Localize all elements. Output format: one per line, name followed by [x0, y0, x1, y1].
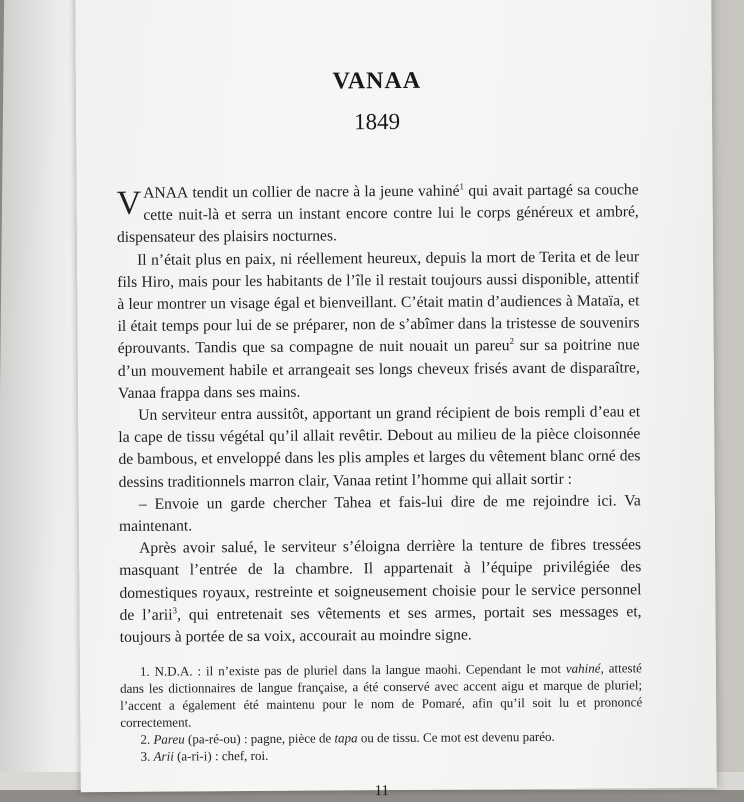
paragraph-1-text-b: qui avait partagé sa couche cette nuit-là et serra un instant encore contre lui le corps généreux et ambré, dispensateur des plaisirs nocturnes. — [116, 181, 639, 247]
footnote-3-text-b: (a-ri-i) : chef, roi. — [173, 748, 269, 764]
paragraph-2-text-b: sur sa poitrine nue d’un mouvement habile et arrangeait ses longs cheveux frisés avant de disparaître, Vanaa frappa dans ses mains. — [117, 336, 640, 402]
chapter-title: VANAA — [332, 67, 422, 95]
footnote-1-text-b: , attesté dans les dictionnaires de langue française, a été conservé avec accent aigu et marque de pluriel; l’accent a également été maintenu pour le nom de Pomaré, afin qu’il soit lu et prononcé correctement. — [120, 660, 643, 731]
note-ref-1: 1 — [459, 181, 465, 192]
chapter-year: 1849 — [354, 108, 401, 135]
paragraph-1-text-a: tendit un collier de nacre à la jeune vahiné — [188, 182, 460, 202]
footnote-2-text-c: ou de tissu. Ce mot est devenu paréo. — [357, 729, 555, 746]
page-content — [116, 66, 643, 802]
footnote-2-text-b: (pa-ré-ou) : pagne, pièce de — [184, 730, 335, 747]
note-ref-3: 3 — [172, 605, 178, 616]
footnote-3 — [120, 745, 642, 766]
paragraph-4-dialogue: – Envoie un garde chercher Tahea et fais-lui dire de me rejoindre ici. Va maintenant. — [118, 492, 641, 535]
show-through-text — [555, 6, 705, 29]
paragraph-1 — [117, 179, 639, 249]
footnote-1 — [120, 660, 642, 732]
paragraph-5-text-a: Après avoir salué, le serviteur s’éloigna derrière la tenture de fibres tressées masquant l’entrée de la chambre. Il appartenait à l’équipe privilégiée des domestiques royaux, restreinte et soigneusement choisie pour le service personnel de l’arii — [119, 536, 642, 624]
paragraph-5 — [119, 535, 642, 650]
page-number: 11 — [374, 783, 390, 800]
body-text — [117, 179, 642, 649]
paragraph-2 — [117, 246, 640, 405]
footnote-1-italic: vahiné — [565, 660, 601, 677]
footnote-3-text-a: 3. — [140, 748, 154, 765]
footnote-2-text-a: 2. — [140, 731, 154, 748]
paragraph-3: Un serviteur entra aussitôt, apportant un grand récipient de bois rempli d’eau et la cape de tissu végétal qu’il allait revêtir. Debout au milieu de la pièce cloisonnée de bambous, et enveloppé dans les plis amples et larges du vêtement blanc orné des dessins traditionnels marron clair, Vanaa retint l’homme qui allait sortir : — [118, 403, 641, 491]
drop-cap: V — [116, 184, 142, 222]
footnote-3-italic: Arii — [153, 748, 174, 764]
footnote-2-italic-2: tapa — [334, 730, 358, 746]
book-page — [75, 0, 717, 800]
paragraph-2-text-a: Il n’était plus en paix, ni réellement heureux, depuis la mort de Terita et de leur fils Hiro, mais pour les habitants de l’île il restait toujours aussi disponible, attentif à leur montrer un visage égal et bienveillant. C’était matin d’audiences à Mataïa, et il était temps pour lui de se préparer, non de s’abîmer dans la tristesse de souvenirs éprouvants. Tandis que sa compagne de nuit nouait un pareu — [117, 247, 640, 358]
note-ref-2: 2 — [509, 336, 515, 347]
opening-small-caps: ANAA — [143, 184, 189, 202]
footnotes — [120, 660, 643, 766]
footnote-1-text-a: 1. N.D.A. : il n’existe pas de pluriel dans la langue maohi. Cependant le mot — [139, 661, 566, 680]
footnote-2-italic: Pareu — [153, 731, 185, 747]
paragraph-5-text-b: , qui entretenait ses vêtements et ses armes, portait ses messages et, toujours à portée de sa voix, accourait au moindre signe. — [119, 603, 642, 646]
